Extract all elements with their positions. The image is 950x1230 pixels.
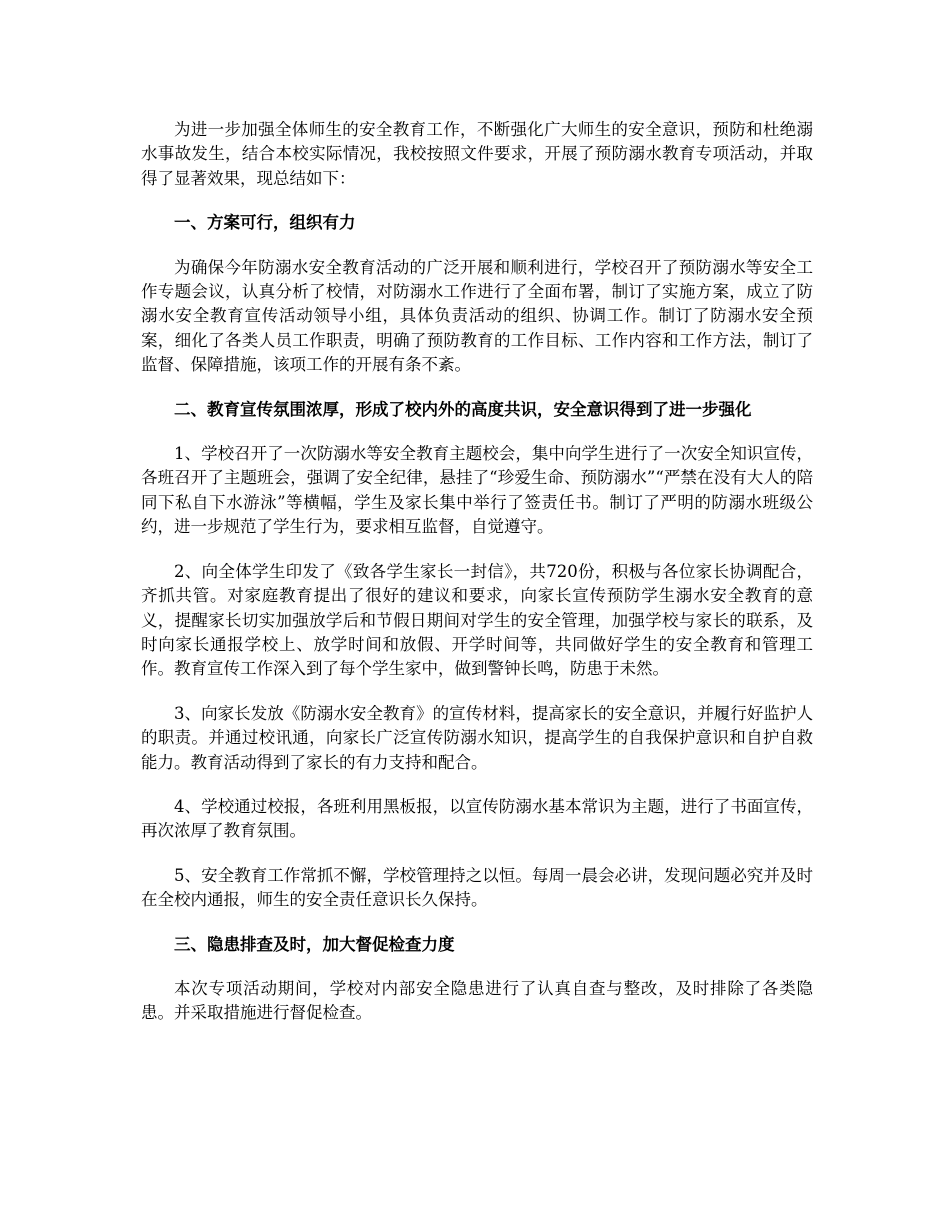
section-3-heading: 三、隐患排查及时，加大督促检查力度 xyxy=(174,934,455,954)
section-1-paragraph: 为确保今年防溺水安全教育活动的广泛开展和顺利进行，学校召开了预防溺水等安全工作专题会议，认真分析了校情，对防溺水工作进行了全面布署，制订了实施方案，成立了防溺水安全教育宣传活动领导小组，具体负责活动的组织、协调工作。制订了防溺水安全预案，细化了各类人员工作职责，明确了预防教育的工作目标、工作内容和工作方法，制订了监督、保障措施，该项工作的开展有条不紊。 xyxy=(141,257,813,375)
document-body xyxy=(141,118,813,1046)
section-2-item-2: 2、向全体学生印发了《致各学生家长一封信》，共720份，积极与各位家长协调配合，齐抓共管。对家庭教育提出了很好的建议和要求，向家长宣传预防学生溺水安全教育的意义，提醒家长切实加强放学后和节假日期间对学生的安全管理，加强学校与家长的联系，及时向家长通报学校上、放学时间和放假、开学时间等，共同做好学生的安全教育和管理工作。教育宣传工作深入到了每个学生家中，做到警钟长鸣，防患于未然。 xyxy=(141,561,813,679)
section-2-heading: 二、教育宣传氛围浓厚，形成了校内外的高度共识，安全意识得到了进一步强化 xyxy=(174,399,752,419)
section-2-item-3: 3、向家长发放《防溺水安全教育》的宣传材料，提高家长的安全意识，并履行好监护人的职责。并通过校讯通，向家长广泛宣传防溺水知识，提高学生的自我保护意识和自护自救能力。教育活动得到了家长的有力支持和配合。 xyxy=(141,703,813,772)
section-2-item-5: 5、安全教育工作常抓不懈，学校管理持之以恒。每周一晨会必讲，发现问题必究并及时在全校内通报，师生的安全责任意识长久保持。 xyxy=(141,865,813,910)
intro-paragraph: 为进一步加强全体师生的安全教育工作，不断强化广大师生的安全意识，预防和杜绝溺水事故发生，结合本校实际情况，我校按照文件要求，开展了预防溺水教育专项活动，并取得了显著效果，现总结如下： xyxy=(141,120,813,188)
section-1-heading: 一、方案可行，组织有力 xyxy=(174,213,356,233)
section-2-item-1: 1、学校召开了一次防溺水等安全教育主题校会，集中向学生进行了一次安全知识宣传，各班召开了主题班会，强调了安全纪律，悬挂了“珍爱生命、预防溺水”“严禁在没有大人的陪同下私自下水游泳”等横幅，学生及家长集中举行了签责任书。制订了严明的防溺水班级公约，进一步规范了学生行为，要求相互监督，自觉遵守。 xyxy=(141,444,813,537)
section-2-item-4: 4、学校通过校报，各班利用黑板报，以宣传防溺水基本常识为主题，进行了书面宣传，再次浓厚了教育氛围。 xyxy=(141,796,813,841)
section-3-paragraph: 本次专项活动期间，学校对内部安全隐患进行了认真自查与整改，及时排除了各类隐患。并采取措施进行督促检查。 xyxy=(141,978,813,1023)
